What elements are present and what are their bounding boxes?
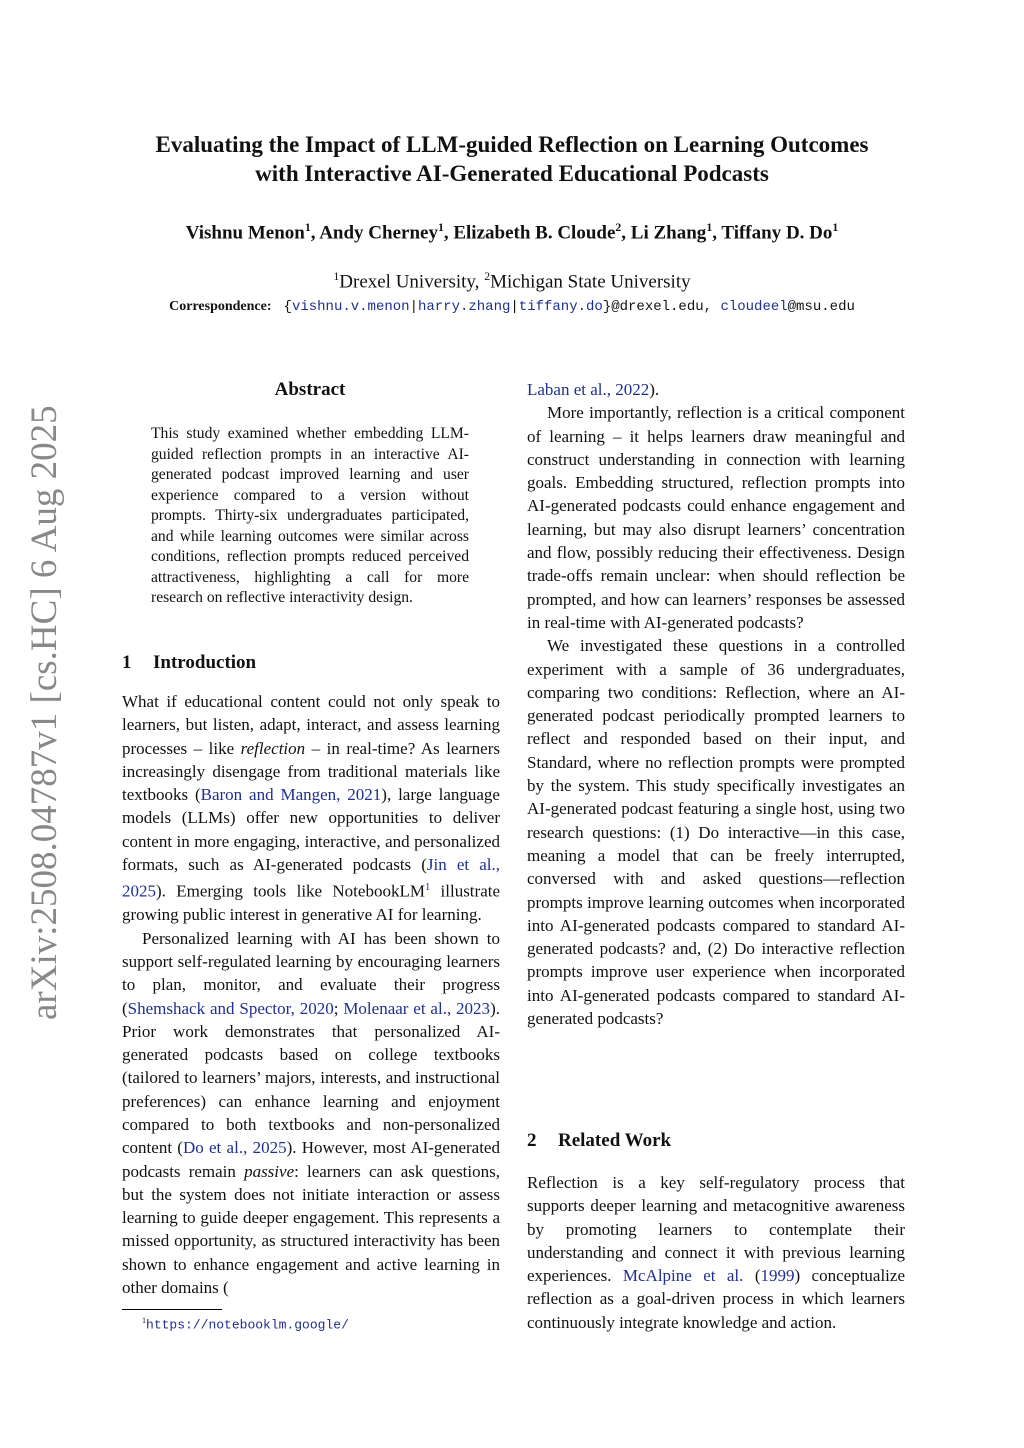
author-affiliation-mark: 1 bbox=[706, 221, 713, 234]
right-column-text bbox=[527, 378, 905, 1030]
citation-link[interactable]: Shemshack and Spector, 2020 bbox=[127, 998, 334, 1018]
emphasis: reflection bbox=[240, 738, 306, 758]
section-title: Introduction bbox=[153, 652, 257, 673]
email-link[interactable]: harry.zhang bbox=[417, 299, 511, 315]
citation-link[interactable]: Do et al., 2025 bbox=[182, 1138, 287, 1158]
correspondence-line bbox=[100, 299, 924, 315]
text-run: illustrate growing public interest in generative AI for learning. bbox=[122, 882, 501, 925]
author-affiliation-mark: 2 bbox=[615, 221, 622, 234]
section-number: 2 bbox=[527, 1130, 537, 1151]
text-run: ). Emerging tools like NotebookLM bbox=[156, 882, 425, 902]
author-separator: , bbox=[712, 222, 722, 244]
paragraph bbox=[527, 1171, 905, 1334]
section-heading-introduction bbox=[122, 652, 256, 674]
text-run: Personalized learning with AI has been shown to support self-regulated learning by encouraging learners to plan, monitor, and evaluate their progress ( bbox=[122, 928, 500, 1018]
footnote-number: 1 bbox=[142, 1316, 147, 1325]
author-separator: , bbox=[310, 222, 320, 244]
affiliation: Michigan State University bbox=[490, 271, 691, 293]
abstract-heading: Abstract bbox=[274, 379, 346, 400]
author: Andy Cherney bbox=[319, 222, 438, 244]
emphasis: passive bbox=[244, 1161, 295, 1181]
author-affiliation-mark: 1 bbox=[437, 221, 444, 234]
paragraph bbox=[122, 690, 500, 927]
author: Vishnu Menon bbox=[185, 222, 305, 244]
related-work-text bbox=[527, 1171, 905, 1334]
email-domain: @msu.edu bbox=[787, 299, 855, 315]
left-column-text bbox=[122, 690, 500, 1299]
footnote bbox=[142, 1316, 349, 1332]
paper-title bbox=[100, 130, 924, 188]
text-run: ). bbox=[649, 380, 660, 399]
title-line-2: with Interactive AI-Generated Educational Podcasts bbox=[255, 161, 769, 186]
email-link[interactable]: vishnu.v.menon bbox=[291, 299, 410, 315]
email-link[interactable]: tiffany.do bbox=[518, 299, 603, 315]
author-separator: , bbox=[621, 222, 631, 244]
text-run: : learners can ask questions, but the system does not initiate interaction or assess learning to guide deeper engagement. This represents a missed opportunity, as structured interactivity has been shown to enhance engagement and active learning in other domains ( bbox=[122, 1161, 500, 1298]
affiliation-mark: 1 bbox=[333, 270, 340, 283]
footnote-marker[interactable]: 1 bbox=[424, 882, 431, 894]
text-run: ) bbox=[794, 1266, 801, 1286]
citation-link[interactable]: 1999 bbox=[760, 1266, 795, 1286]
author: Li Zhang bbox=[630, 222, 707, 244]
footnote-divider bbox=[122, 1309, 222, 1310]
correspondence-label: Correspondence: bbox=[169, 299, 272, 314]
author-list bbox=[100, 221, 924, 244]
citation-link[interactable]: Baron and Mangen, 2021 bbox=[200, 785, 382, 805]
text-run: conceptualize reflection as a goal-driven process in which learners continuously integrate knowledge and action. bbox=[527, 1266, 905, 1332]
text-run: Reflection is a key self-regulatory process that supports deeper learning and metacognitive awareness by promoting learners to contemplate their understanding and connect it with previous learning experiences. bbox=[527, 1173, 905, 1286]
email-separator: | bbox=[409, 299, 418, 315]
citation-link[interactable]: Laban et al., 2022 bbox=[527, 380, 650, 399]
text-run: ), large language models (LLMs) offer new opportunities to deliver content in more engaging, interactive, and personalized formats, such as AI-generated podcasts ( bbox=[122, 785, 500, 875]
abstract-body: This study examined whether embedding LLM-guided reflection prompts in an interactive AI-generated podcast improved learning and user experience compared to a version without prompts. Thirty-six undergraduates participated, and while learning outcomes were similar across conditions, reflection prompts reduced perceived attractiveness, highlighting a call for more research on reflective interactivity design. bbox=[151, 425, 469, 606]
citation-link[interactable]: Molenaar et al., 2023 bbox=[343, 998, 491, 1018]
email-link[interactable]: cloudeel bbox=[720, 299, 788, 315]
affiliations bbox=[100, 270, 924, 293]
text-run: – in real-time? As learners increasingly disengage from traditional materials like textbooks ( bbox=[122, 738, 500, 805]
email-separator: | bbox=[510, 299, 519, 315]
footnote-url-link[interactable]: https://notebooklm.google/ bbox=[146, 1317, 349, 1333]
affiliation: Drexel University, bbox=[339, 271, 485, 293]
text-run: ( bbox=[743, 1266, 761, 1286]
paragraph: We investigated these questions in a controlled experiment with a sample of 36 undergraduates, comparing two conditions: Reflection, where an AI-generated podcast periodically prompted learners to reflect and responded based on their input, and Standard, where no reflection prompts were prompted by the system. This study specifically investigates an AI-generated podcast featuring a single host, using two research questions: (1) Do interactive—in this case, meaning a model that can be freely interrupted, conversed with and asked questions—reflection prompts improve learning outcomes when incorporated into AI-generated podcasts compared to standard AI-generated podcasts? and, (2) Do interactive reflection prompts improve user experience when incorporated into AI-generated podcasts compared to standard AI-generated podcasts? bbox=[527, 636, 905, 1029]
text-run: ). Prior work demonstrates that personalized AI-generated podcasts based on college textbooks (tailored to learners’ majors, interests, and instructional preferences) can enhance learning and enjoyment compared to both textbooks and non-personalized content ( bbox=[122, 998, 500, 1158]
section-heading-related-work bbox=[527, 1130, 671, 1152]
arxiv-identifier-stamp: arXiv:2508.04787v1 [cs.HC] 6 Aug 2025 bbox=[24, 405, 65, 1020]
affiliation-mark: 2 bbox=[484, 270, 491, 283]
author: Elizabeth B. Cloude bbox=[453, 222, 616, 244]
email-domain: }@drexel.edu, bbox=[602, 299, 721, 315]
author-affiliation-mark: 1 bbox=[304, 221, 311, 234]
brace-open: { bbox=[283, 299, 292, 315]
paragraph-continued bbox=[527, 378, 905, 401]
text-run: ). However, most AI-generated podcasts remain bbox=[122, 1138, 500, 1181]
text-run: What if educational content could not only speak to learners, but listen, adapt, interact, and assess learning processes – like bbox=[122, 692, 500, 758]
citation-link[interactable]: McAlpine et al. bbox=[622, 1266, 744, 1286]
paragraph: More importantly, reflection is a critical component of learning – it helps learners draw meaningful and construct understanding in connection with learning goals. Embedding structured, reflection prompts into AI-generated podcasts could enhance engagement and learning, but may also disrupt learners’ concentration and flow, possibly reducing their effectiveness. Design trade-offs remain unclear: when should reflection be prompted, and how can learners’ responses be assessed in real-time with AI-generated podcasts? bbox=[527, 403, 905, 632]
paragraph bbox=[122, 927, 500, 1300]
author-affiliation-mark: 1 bbox=[832, 221, 839, 234]
author-separator: , bbox=[443, 222, 454, 244]
title-line-1: Evaluating the Impact of LLM-guided Reflection on Learning Outcomes bbox=[155, 132, 869, 157]
section-number: 1 bbox=[122, 652, 132, 673]
section-title: Related Work bbox=[558, 1130, 672, 1151]
author: Tiffany D. Do bbox=[721, 222, 833, 244]
text-run: ; bbox=[333, 998, 344, 1018]
citation-link[interactable]: Jin et al., 2025 bbox=[122, 855, 500, 902]
